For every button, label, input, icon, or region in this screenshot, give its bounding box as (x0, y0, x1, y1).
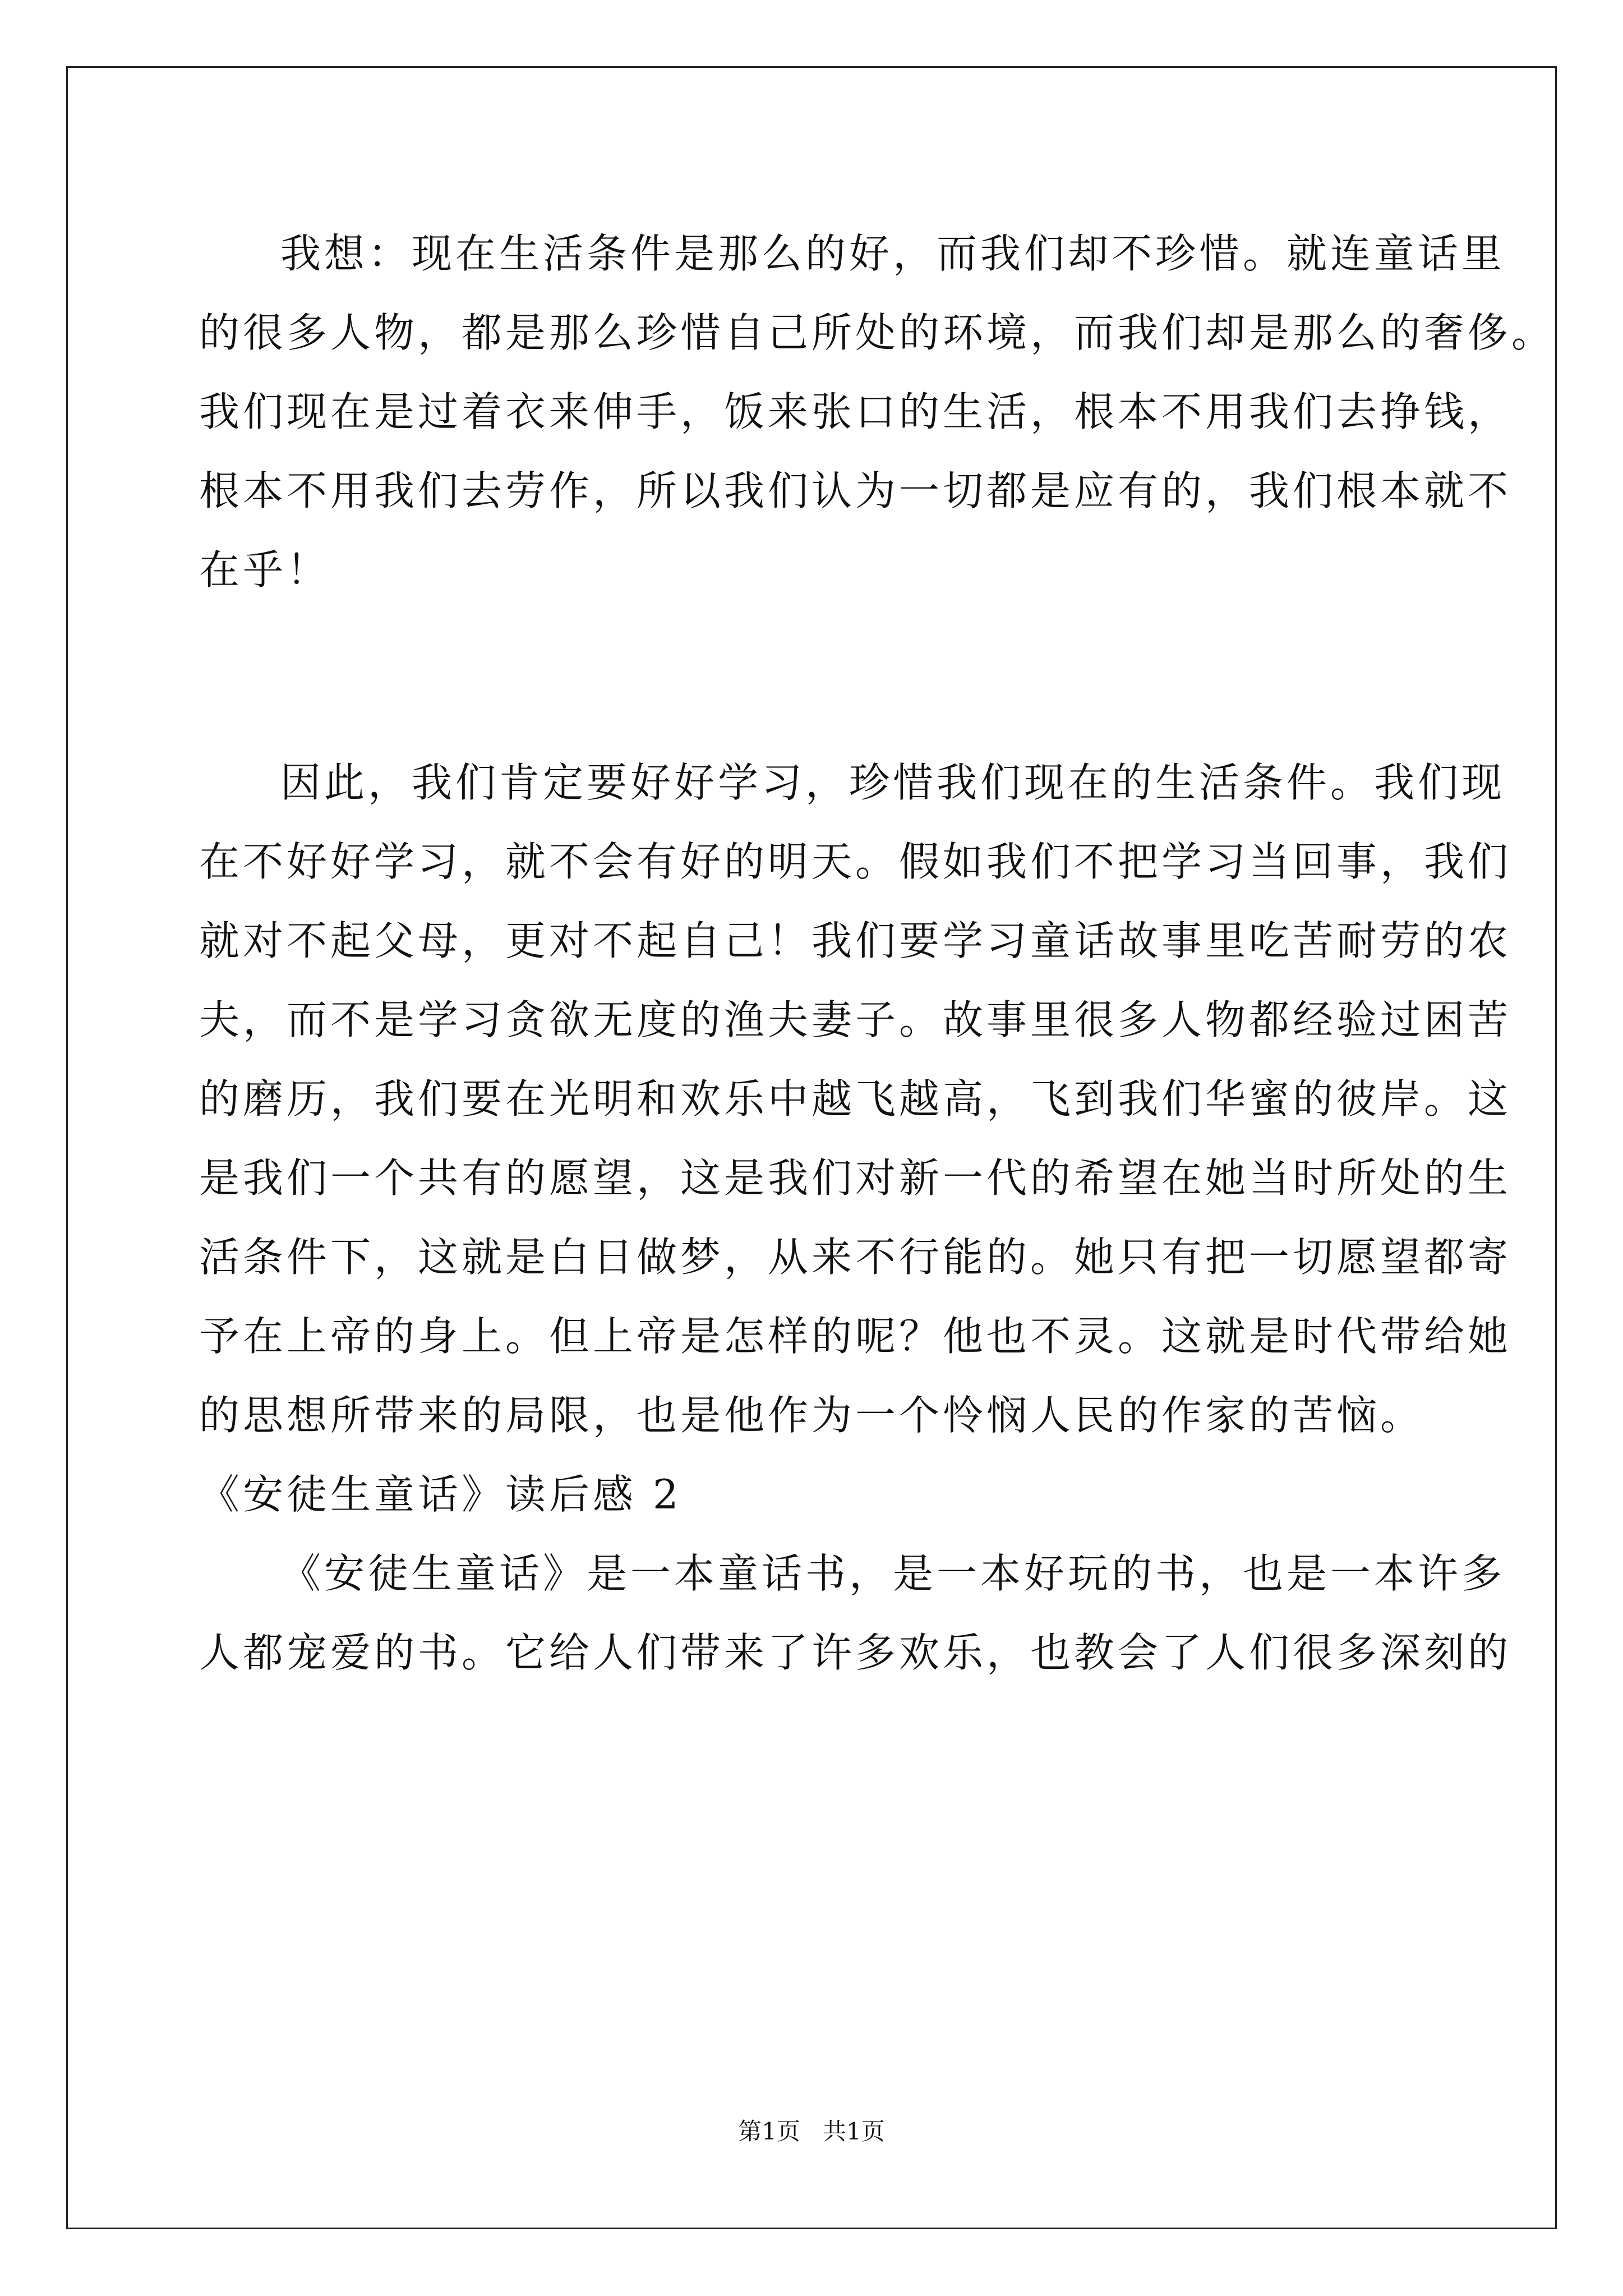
paragraph-2-line-8: 予在上帝的身上。但上帝是怎样的呢？他也不灵。这就是时代带给她 (199, 1313, 1512, 1360)
paragraph-1-line-5: 在乎！ (199, 546, 331, 593)
section-heading: 《安徒生童话》读后感 2 (199, 1471, 682, 1518)
paragraph-1-line-2: 的很多人物，都是那么珍惜自己所处的环境，而我们却是那么的奢侈。 (199, 309, 1556, 356)
paragraph-2-line-6: 是我们一个共有的愿望，这是我们对新一代的希望在她当时所处的生 (199, 1154, 1512, 1202)
paragraph-3-line-2: 人都宠爱的书。它给人们带来了许多欢乐，也教会了人们很多深刻的 (199, 1629, 1512, 1676)
paragraph-1-line-1: 我想：现在生活条件是那么的好，而我们却不珍惜。就连童话里 (280, 230, 1506, 277)
paragraph-2-line-7: 活条件下，这就是白日做梦，从来不行能的。她只有把一切愿望都寄 (199, 1234, 1512, 1281)
paragraph-3-line-1: 《安徒生童话》是一本童话书，是一本好玩的书，也是一本许多 (280, 1550, 1506, 1597)
paragraph-2-line-9: 的思想所带来的局限，也是他作为一个怜悯人民的作家的苦恼。 (199, 1392, 1424, 1439)
paragraph-2-line-5: 的磨历，我们要在光明和欢乐中越飞越高，飞到我们华蜜的彼岸。这 (199, 1075, 1512, 1122)
paragraph-2-line-4: 夫，而不是学习贪欲无度的渔夫妻子。故事里很多人物都经验过困苦 (199, 996, 1512, 1043)
paragraph-1-line-4: 根本不用我们去劳作，所以我们认为一切都是应有的，我们根本就不 (199, 467, 1512, 514)
paragraph-2-line-3: 就对不起父母，更对不起自己！我们要学习童话故事里吃苦耐劳的农 (199, 917, 1512, 964)
paragraph-2-line-2: 在不好好学习，就不会有好的明天。假如我们不把学习当回事，我们 (199, 838, 1512, 885)
page-footer: 第1页 共1页 (738, 2118, 885, 2145)
paragraph-1-line-3: 我们现在是过着衣来伸手，饭来张口的生活，根本不用我们去挣钱， (199, 388, 1512, 435)
paragraph-2-line-1: 因此，我们肯定要好好学习，珍惜我们现在的生活条件。我们现 (280, 759, 1506, 806)
